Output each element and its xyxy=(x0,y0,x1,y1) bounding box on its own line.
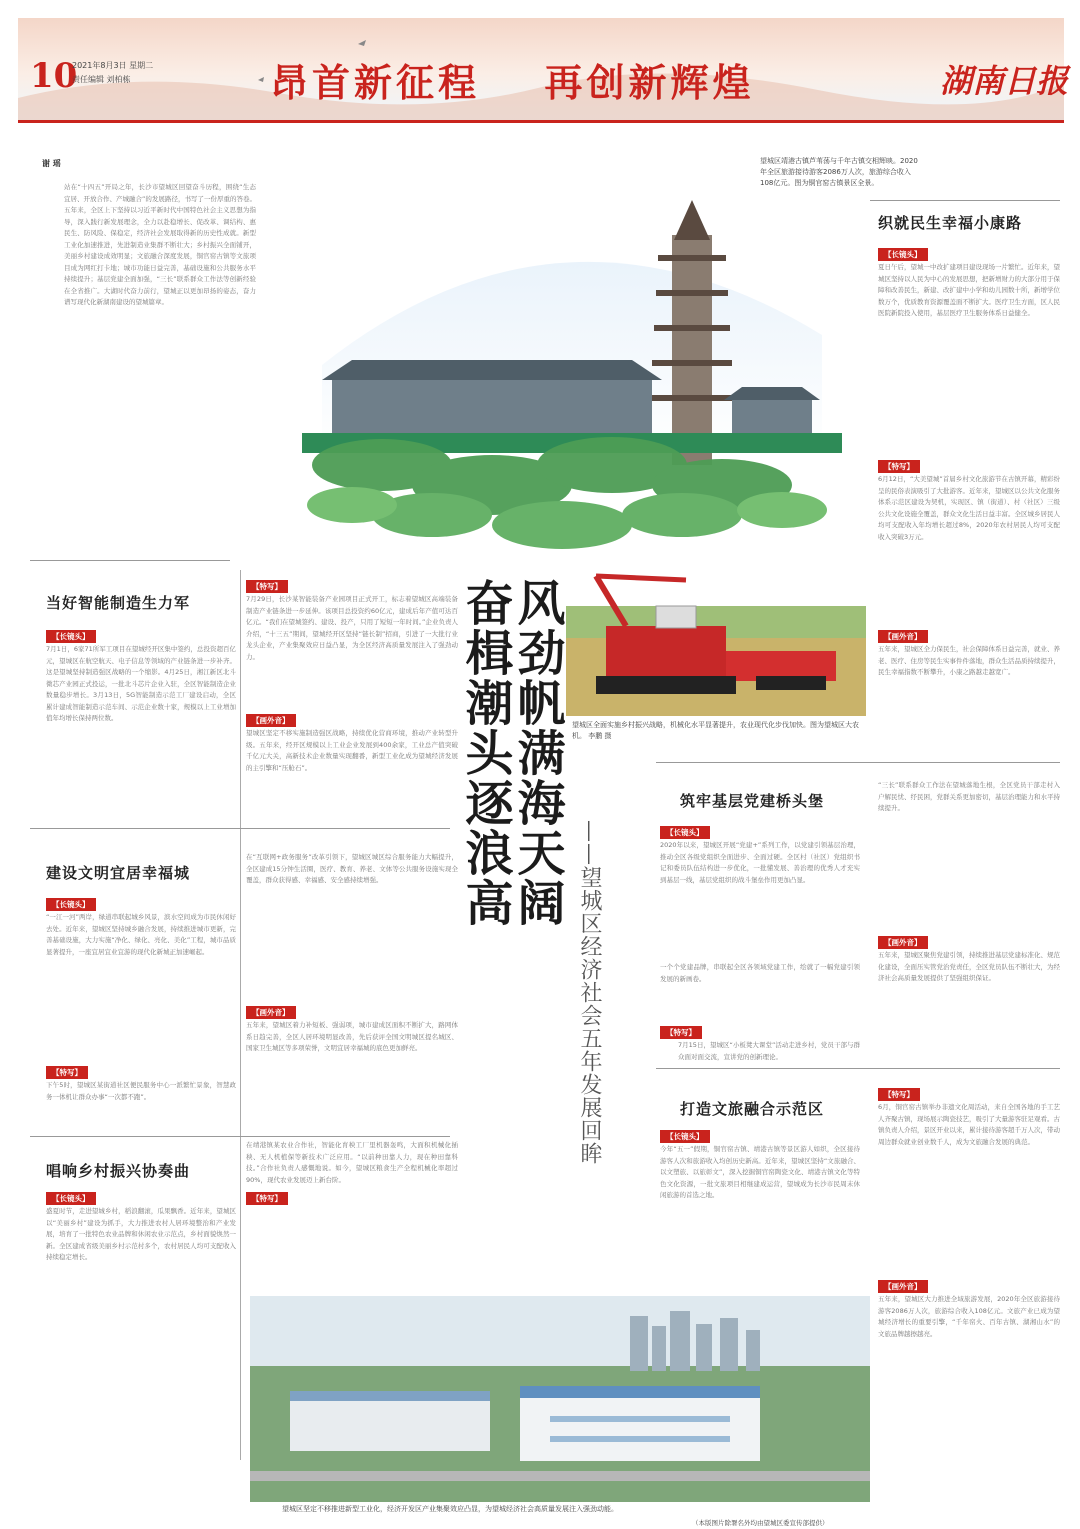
divider xyxy=(30,1136,450,1137)
livelihood-text-3: 五年来，望城区全力保民生，社会保障体系日益完善，就业、养老、医疗、住房等民生实事件件落地，群众生活品质持续提升，民生幸福指数不断攀升，小康之路越走越宽广。 xyxy=(878,645,1060,676)
section-tag: 【特写】 xyxy=(878,1088,920,1101)
editor-line: 责任编辑 刘柏栋 xyxy=(72,75,131,84)
culture-tourism-text-2: 6月，铜官窑古镇举办非遗文化周活动，来自全国各地的手工艺人齐聚古镇，现场展示陶瓷技艺，吸引了大量游客驻足观看。古镇负责人介绍，景区开业以来，累计接待游客超千万人次，带动周边群众就业创业数千人，成为文旅融合发展的典范。 xyxy=(878,1103,1060,1146)
industrial-park-photo xyxy=(250,1296,870,1502)
civilization-text-4: 五年来，望城区着力补短板、强弱项，城市建成区面积不断扩大，路网体系日趋完善，全区人居环境明显改善，先后获评全国文明城区提名城区、国家卫生城区等多项荣誉，文明宜居幸福城的底色更加鲜亮。 xyxy=(246,1021,458,1052)
main-title-line-1: 风劲帆满海天阔 xyxy=(509,578,565,928)
livelihood-headline: 织就民生幸福小康路 xyxy=(878,214,1023,232)
party-headline: 筑牢基层党建桥头堡 xyxy=(680,792,825,810)
section-tag: 【特写】 xyxy=(878,460,920,473)
section-tag: 【长镜头】 xyxy=(46,898,96,911)
bottom-photo-caption: 望城区坚定不移推进新型工业化，经济开发区产业集聚效应凸显，为望城经济社会高质量发展注入强劲动能。 xyxy=(282,1505,618,1513)
slogan-part-1: 昂首新征程 xyxy=(270,60,481,105)
section-tag: 【画外音】 xyxy=(246,714,296,727)
pagoda-lotus-photo xyxy=(262,165,862,560)
page-number: 10 xyxy=(30,56,78,96)
main-title-line-2: 奋楫潮头逐浪高 xyxy=(457,578,513,928)
smart-mfg-headline: 当好智能制造生力军 xyxy=(46,594,191,612)
rural-text-2: 在靖港镇某农业合作社，智能化育秧工厂里机器轰鸣，大面积机械化插秧、无人机植保等新技术广泛应用。“以前种田靠人力，现在种田靠科技。”合作社负责人感慨地说。如今，望城区粮食生产全程机械化率超过90%，现代农业发展迈上新台阶。 xyxy=(246,1141,458,1184)
lead-text: 站在“十四五”开局之年，长沙市望城区回望奋斗历程，围绕“生态宜居、开放合作、产城融合”的发展路径，书写了一份厚重的答卷。五年来，全区上下坚持以习近平新时代中国特色社会主义思想为指导，深入践行新发展理念，全力以赴稳增长、促改革、调结构、惠民生、防风险、保稳定，经济社会发展取得新的历史性成就。新型工业化加速推进，先进制造业集群不断壮大；乡村振兴全面铺开，美丽乡村建设成效明显；文旅融合深度发展，铜官窑古镇等文旅项目成为网红打卡地；城市功能日益完善，基础设施和公共服务水平持续提升；基层党建全面加强，“三长”联系群众工作法等创新经验在全省推广。大湖时代奋力前行，望城正以更加昂扬的姿态，奋力谱写现代化新湖南建设的望城篇章。 xyxy=(64,183,256,306)
divider xyxy=(870,200,1060,201)
section-tag: 【特写】 xyxy=(246,1192,288,1205)
harvester-photo xyxy=(566,566,866,716)
harvester-illustration xyxy=(566,566,866,716)
smart-mfg-text-3: 望城区坚定不移实施制造强区战略，持续优化营商环境，推动产业转型升级。五年来，经开区规模以上工业企业发展到400余家，工业总产值突破千亿元大关，高新技术企业数量实现翻番，新型工业化成为望城经济发展的主引擎和“压舱石”。 xyxy=(246,729,458,772)
party-text-2: 一个个党建品牌，串联起全区各领域党建工作，绘就了一幅党建引领发展的新画卷。 xyxy=(660,963,860,983)
top-photo-caption: 望城区靖港古镇芦苇荡与千年古镇交相辉映。2020年全区旅游接待游客2086万人次，旅游综合收入108亿元。图为铜官窑古镇景区全景。 xyxy=(760,157,918,187)
divider xyxy=(656,1068,1060,1069)
bird-icon xyxy=(358,40,366,46)
harvester-caption: 望城区全面实施乡村振兴战略，机械化水平显著提升，农业现代化步伐加快。图为望城区大农机。 李鹏 摄 xyxy=(572,721,859,740)
rural-text-1: 盛夏时节，走进望城乡村，稻浪翻滚，瓜果飘香。近年来，望城区以“美丽乡村”建设为抓手，大力推进农村人居环境整治和产业发展，培育了一批特色农业品牌和休闲农业示范点，乡村面貌焕然一新。全区建成省级美丽乡村示范村多个，农村居民人均可支配收入持续稳定增长。 xyxy=(46,1207,236,1261)
factory-buildings-icon xyxy=(290,1386,760,1461)
civilization-text-3: 在“互联网+政务服务”改革引领下，望城区城区综合服务能力大幅提升，全区建成15分钟生活圈，医疗、教育、养老、文体等公共服务设施实现全覆盖，群众获得感、幸福感、安全感持续增强。 xyxy=(246,853,458,884)
bird-icon xyxy=(258,77,264,82)
section-tag: 【长镜头】 xyxy=(46,1192,96,1205)
civilization-text-2: 下午5时，望城区某街道社区便民服务中心一派繁忙景象，智慧政务一体机让群众办事“一次都不跑”。 xyxy=(46,1081,236,1101)
section-tag: 【长镜头】 xyxy=(878,248,928,261)
pagoda-lotus-illustration xyxy=(262,165,862,560)
section-tag: 【画外音】 xyxy=(878,630,928,643)
section-tag: 【画外音】 xyxy=(246,1006,296,1019)
livelihood-text-1: 夏日午后，望城一中改扩建项目建设现场一片繁忙。近年来，望城区坚持以人民为中心的发展思想，把新增财力的大部分用于保障和改善民生，新建、改扩建中小学和幼儿园数十所，新增学位数万个，优质教育资源覆盖面不断扩大。医疗卫生方面，区人民医院新院投入使用，基层医疗卫生服务体系日益健全。 xyxy=(878,263,1060,317)
party-text-4: “三长”联系群众工作法在望城落地生根，全区党员干部走村入户解民忧、纾民困，党群关系更加密切，基层治理能力和水平持续提升。 xyxy=(878,781,1060,812)
culture-tourism-headline: 打造文旅融合示范区 xyxy=(680,1100,825,1118)
divider xyxy=(30,560,230,561)
header-slogan xyxy=(270,52,755,107)
divider xyxy=(240,570,241,1460)
main-subtitle: ——望城区经济社会五年发展回眸 xyxy=(577,820,602,1165)
section-tag: 【特写】 xyxy=(660,1026,702,1039)
culture-tourism-text-1: 今年“五一”假期，铜官窑古镇、靖港古镇等景区游人如织，全区接待游客人次和旅游收入均创历史新高。近年来，望城区坚持“文旅融合、以文塑旅、以旅彰文”，深入挖掘铜官窑陶瓷文化、靖港古镇文化等特色文化资源，一批文旅项目相继建成运营，望城成为长沙市民周末休闲旅游的首选之地。 xyxy=(660,1145,860,1199)
section-tag: 【长镜头】 xyxy=(660,1130,710,1143)
lead-byline: 谢 瑶 xyxy=(42,159,61,168)
newspaper-masthead: 湖南日报 xyxy=(940,62,1069,100)
smart-mfg-text-1: 7月1日，6家71所军工项目在望城经开区集中签约，总投资超百亿元，望城区在航空航天、电子信息等领域的产业链条进一步补齐。这是望城坚持制造强区战略的一个缩影。4月25日，湘江新区北斗微芯产业园正式投运，一批北斗芯片企业入驻，全区智能制造企业数量稳步增长。3月13日，5G智能制造示范工厂建设启动，全区累计建成智能制造示范车间、示范企业数十家，规模以上工业增加值年均增长保持两位数。 xyxy=(46,645,236,722)
slogan-part-2: 再创新辉煌 xyxy=(544,60,755,105)
section-tag: 【画外音】 xyxy=(878,936,928,949)
civilization-text-1: “一江一河”两岸，绿道串联起城乡风景，滨水空间成为市民休闲好去处。近年来，望城区坚持城乡融合发展，持续推进城市更新，完善基础设施，大力实施“净化、绿化、亮化、美化”工程，城市品质显著提升，一座宜居宜业宜游的现代化新城正加速崛起。 xyxy=(46,913,236,956)
culture-tourism-text-3: 五年来，望城区大力推进全域旅游发展，2020年全区旅游接待游客2086万人次，旅游综合收入108亿元。文旅产业已成为望城经济增长的重要引擎，“千年窑火、百年古镇、湖湘山水”的文旅品牌越擦越亮。 xyxy=(878,1295,1060,1338)
livelihood-text-2: 6月12日，“大美望城”首届乡村文化旅游节在古镇开幕，精彩纷呈的民俗表演吸引了大批游客。近年来，望城区以公共文化服务体系示范区建设为契机，实现区、镇（街道）、村（社区）三级公共文化设施全覆盖，群众文化生活日益丰富。全区城乡居民人均可支配收入年均增长超过8%，2020年农村居民人均可支配收入突破3万元。 xyxy=(878,475,1060,541)
section-tag: 【特写】 xyxy=(246,580,288,593)
civilization-headline: 建设文明宜居幸福城 xyxy=(46,864,191,882)
party-text-5: 五年来，望城区聚焦党建引领，持续推进基层党建标准化、规范化建设，全面压实管党治党责任，全区党员队伍不断壮大，为经济社会高质量发展提供了坚强组织保证。 xyxy=(878,951,1060,982)
section-tag: 【特写】 xyxy=(46,1066,88,1079)
divider xyxy=(656,762,1060,763)
industrial-park-illustration xyxy=(250,1296,870,1502)
smart-mfg-text-2: 7月29日，长沙某智能装备产业园项目正式开工，标志着望城区高端装备制造产业链条进一步延伸。该项目总投资约60亿元，建成后年产值可达百亿元。“我们在望城签约、建设、投产，只用了短短一年时间。”企业负责人介绍，“十三五”期间，望城经开区坚持“链长制”招商，引进了一大批行业龙头企业，产业集聚效应日益凸显，为全区经济高质量发展注入了强劲动力。 xyxy=(246,595,458,661)
photo-credit: （本版图片除署名外均由望城区委宣传部提供） xyxy=(692,1519,829,1527)
issue-date: 2021年8月3日 星期二 xyxy=(72,61,154,70)
section-tag: 【长镜头】 xyxy=(660,826,710,839)
party-text-3: 7月15日，望城区“小板凳大课堂”活动走进乡村，党员干部与群众面对面交流，宣讲党的创新理论。 xyxy=(678,1041,860,1061)
rural-headline: 唱响乡村振兴协奏曲 xyxy=(46,1162,191,1180)
section-tag: 【画外音】 xyxy=(878,1280,928,1293)
divider xyxy=(30,828,450,829)
section-tag: 【长镜头】 xyxy=(46,630,96,643)
party-text-1: 2020年以来，望城区开展“党建+”系列工作，以党建引领基层治理，推动全区各级党组织全面进步、全面过硬。全区村（社区）党组织书记和委员队伍结构进一步优化，一批懂发展、善治理的优秀人才充实到基层一线，基层党组织的战斗堡垒作用更加凸显。 xyxy=(660,841,860,884)
